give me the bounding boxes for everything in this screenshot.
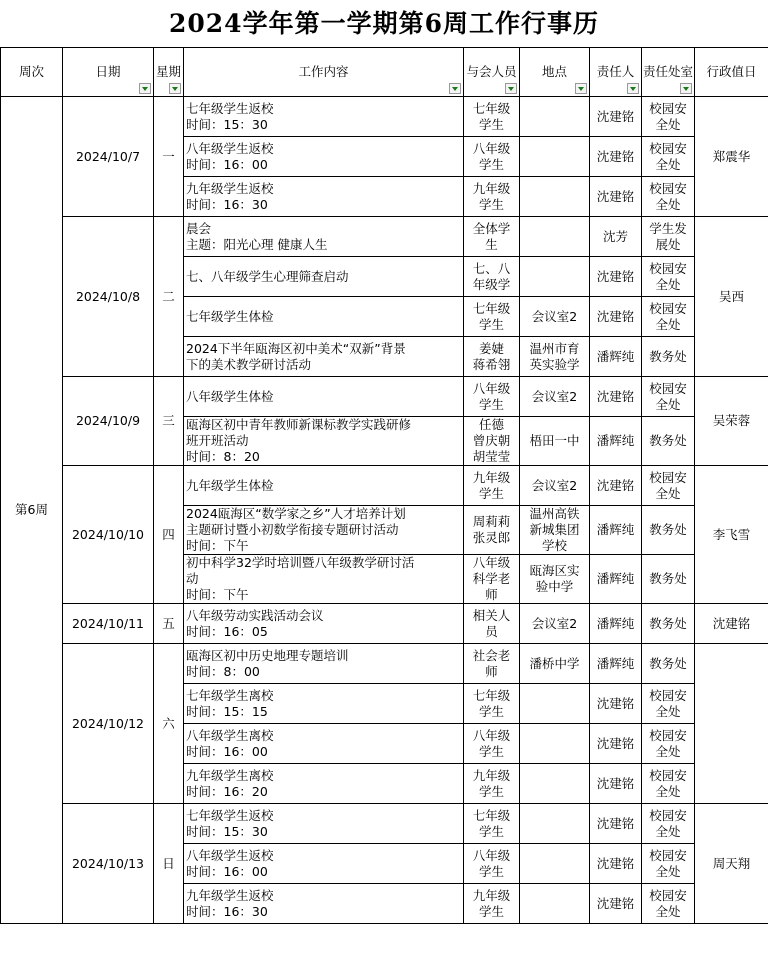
location-cell: 梧田一中 [520,417,590,466]
week-cell: 第6周 [1,97,63,924]
dept-cell: 校园安 全处 [642,137,695,177]
table-row [1,604,768,644]
dept-cell: 学生发 展处 [642,217,695,257]
location-cell [520,764,590,804]
owner-cell: 沈建铭 [590,684,642,724]
owner-cell: 沈芳 [590,217,642,257]
attendees-cell: 周莉莉 张灵郎 [464,506,520,555]
header-weekday: 星期 [154,48,184,97]
schedule-table [0,47,768,924]
content-cell: 七年级学生体检 [184,297,464,337]
attendees-cell: 七、八 年级学 [464,257,520,297]
duty-cell: 郑震华 [695,97,768,217]
location-cell [520,137,590,177]
owner-cell: 潘辉纯 [590,417,642,466]
owner-cell: 潘辉纯 [590,506,642,555]
date-cell: 2024/10/10 [63,466,154,604]
dept-cell: 校园安 全处 [642,764,695,804]
header-date: 日期 [63,48,154,97]
attendees-cell: 八年级 学生 [464,844,520,884]
location-cell [520,884,590,924]
owner-cell: 沈建铭 [590,177,642,217]
filter-dropdown-icon[interactable] [627,83,639,94]
owner-cell: 潘辉纯 [590,644,642,684]
attendees-cell: 八年级 学生 [464,377,520,417]
page-title: 2024学年第一学期第6周工作行事历 [0,0,768,48]
attendees-cell: 九年级 学生 [464,177,520,217]
attendees-cell: 七年级 学生 [464,804,520,844]
location-cell [520,97,590,137]
attendees-cell: 九年级 学生 [464,884,520,924]
duty-cell [695,644,768,804]
attendees-cell: 八年级 学生 [464,724,520,764]
content-cell: 初中科学32学时培训暨八年级教学研讨活 动 时间：下午 [184,555,464,604]
duty-cell: 李飞雪 [695,466,768,604]
owner-cell: 沈建铭 [590,137,642,177]
owner-cell: 沈建铭 [590,97,642,137]
date-cell: 2024/10/9 [63,377,154,466]
content-cell: 八年级劳动实践活动会议 时间：16：05 [184,604,464,644]
attendees-cell: 七年级 学生 [464,684,520,724]
filter-dropdown-icon[interactable] [680,83,692,94]
content-cell: 九年级学生返校 时间：16：30 [184,177,464,217]
header-content: 工作内容 [184,48,464,97]
attendees-cell: 社会老 师 [464,644,520,684]
duty-cell: 周天翔 [695,804,768,924]
content-cell: 九年级学生返校 时间：16：30 [184,884,464,924]
dept-cell: 校园安 全处 [642,724,695,764]
dept-cell: 教务处 [642,337,695,377]
owner-cell: 沈建铭 [590,844,642,884]
location-cell [520,844,590,884]
filter-dropdown-icon[interactable] [139,83,151,94]
content-cell: 八年级学生体检 [184,377,464,417]
table-row [1,644,768,684]
dept-cell: 校园安 全处 [642,844,695,884]
owner-cell: 沈建铭 [590,257,642,297]
owner-cell: 沈建铭 [590,377,642,417]
owner-cell: 潘辉纯 [590,555,642,604]
table-row [1,466,768,506]
location-cell: 会议室2 [520,466,590,506]
attendees-cell: 九年级 学生 [464,764,520,804]
content-cell: 七年级学生返校 时间：15：30 [184,804,464,844]
duty-cell: 沈建铭 [695,604,768,644]
content-cell: 2024下半年瓯海区初中美术“双新”背景 下的美术教学研讨活动 [184,337,464,377]
attendees-cell: 全体学 生 [464,217,520,257]
attendees-cell: 八年级 科学老 师 [464,555,520,604]
header-row [1,48,768,97]
filter-dropdown-icon[interactable] [169,83,181,94]
weekday-cell: 二 [154,217,184,377]
location-cell [520,257,590,297]
weekday-cell: 四 [154,466,184,604]
attendees-cell: 九年级 学生 [464,466,520,506]
location-cell [520,177,590,217]
weekday-cell: 三 [154,377,184,466]
dept-cell: 教务处 [642,555,695,604]
content-cell: 七年级学生返校 时间：15：30 [184,97,464,137]
attendees-cell: 七年级 学生 [464,97,520,137]
filter-dropdown-icon[interactable] [575,83,587,94]
content-cell: 2024瓯海区“数学家之乡”人才培养计划 主题研讨暨小初数学衔接专题研讨活动 时间：下午 [184,506,464,555]
dept-cell: 校园安 全处 [642,297,695,337]
content-cell: 七年级学生离校 时间：15：15 [184,684,464,724]
dept-cell: 校园安 全处 [642,257,695,297]
dept-cell: 校园安 全处 [642,884,695,924]
header-location: 地点 [520,48,590,97]
attendees-cell: 姜婕 蒋希翎 [464,337,520,377]
location-cell: 会议室2 [520,377,590,417]
dept-cell: 校园安 全处 [642,804,695,844]
table-row [1,217,768,257]
location-cell [520,684,590,724]
attendees-cell: 任德 曾庆朝 胡莹莹 [464,417,520,466]
owner-cell: 沈建铭 [590,804,642,844]
owner-cell: 沈建铭 [590,764,642,804]
date-cell: 2024/10/7 [63,97,154,217]
date-cell: 2024/10/8 [63,217,154,377]
location-cell: 潘桥中学 [520,644,590,684]
attendees-cell: 相关人 员 [464,604,520,644]
attendees-cell: 八年级 学生 [464,137,520,177]
dept-cell: 教务处 [642,604,695,644]
weekday-cell: 六 [154,644,184,804]
dept-cell: 校园安 全处 [642,377,695,417]
date-cell: 2024/10/11 [63,604,154,644]
content-cell: 七、八年级学生心理筛查启动 [184,257,464,297]
duty-cell: 吴荣蓉 [695,377,768,466]
dept-cell: 校园安 全处 [642,684,695,724]
header-attendees: 与会人员 [464,48,520,97]
header-dept: 责任处室 [642,48,695,97]
attendees-cell: 七年级 学生 [464,297,520,337]
location-cell [520,724,590,764]
content-cell: 九年级学生体检 [184,466,464,506]
dept-cell: 教务处 [642,506,695,555]
location-cell: 瓯海区实 验中学 [520,555,590,604]
dept-cell: 教务处 [642,644,695,684]
content-cell: 八年级学生离校 时间：16：00 [184,724,464,764]
weekday-cell: 一 [154,97,184,217]
content-cell: 晨会 主题：阳光心理 健康人生 [184,217,464,257]
location-cell: 会议室2 [520,604,590,644]
location-cell: 温州高铁 新城集团 学校 [520,506,590,555]
owner-cell: 沈建铭 [590,724,642,764]
header-week: 周次 [1,48,63,97]
filter-dropdown-icon[interactable] [449,83,461,94]
owner-cell: 沈建铭 [590,884,642,924]
dept-cell: 校园安 全处 [642,97,695,137]
date-cell: 2024/10/13 [63,804,154,924]
location-cell [520,804,590,844]
content-cell: 瓯海区初中历史地理专题培训 时间：8：00 [184,644,464,684]
location-cell: 温州市育 英实验学 [520,337,590,377]
owner-cell: 潘辉纯 [590,604,642,644]
dept-cell: 教务处 [642,417,695,466]
filter-dropdown-icon[interactable] [505,83,517,94]
weekday-cell: 日 [154,804,184,924]
content-cell: 瓯海区初中青年教师新课标教学实践研修 班开班活动 时间：8：20 [184,417,464,466]
dept-cell: 校园安 全处 [642,466,695,506]
table-row [1,377,768,417]
location-cell: 会议室2 [520,297,590,337]
owner-cell: 沈建铭 [590,297,642,337]
table-row [1,804,768,844]
header-duty: 行政值日 [695,48,768,97]
weekday-cell: 五 [154,604,184,644]
owner-cell: 潘辉纯 [590,337,642,377]
table-row [1,97,768,137]
owner-cell: 沈建铭 [590,466,642,506]
date-cell: 2024/10/12 [63,644,154,804]
content-cell: 八年级学生返校 时间：16：00 [184,844,464,884]
schedule-body [1,97,768,924]
duty-cell: 吴西 [695,217,768,377]
header-owner: 责任人 [590,48,642,97]
content-cell: 九年级学生离校 时间：16：20 [184,764,464,804]
content-cell: 八年级学生返校 时间：16：00 [184,137,464,177]
dept-cell: 校园安 全处 [642,177,695,217]
location-cell [520,217,590,257]
